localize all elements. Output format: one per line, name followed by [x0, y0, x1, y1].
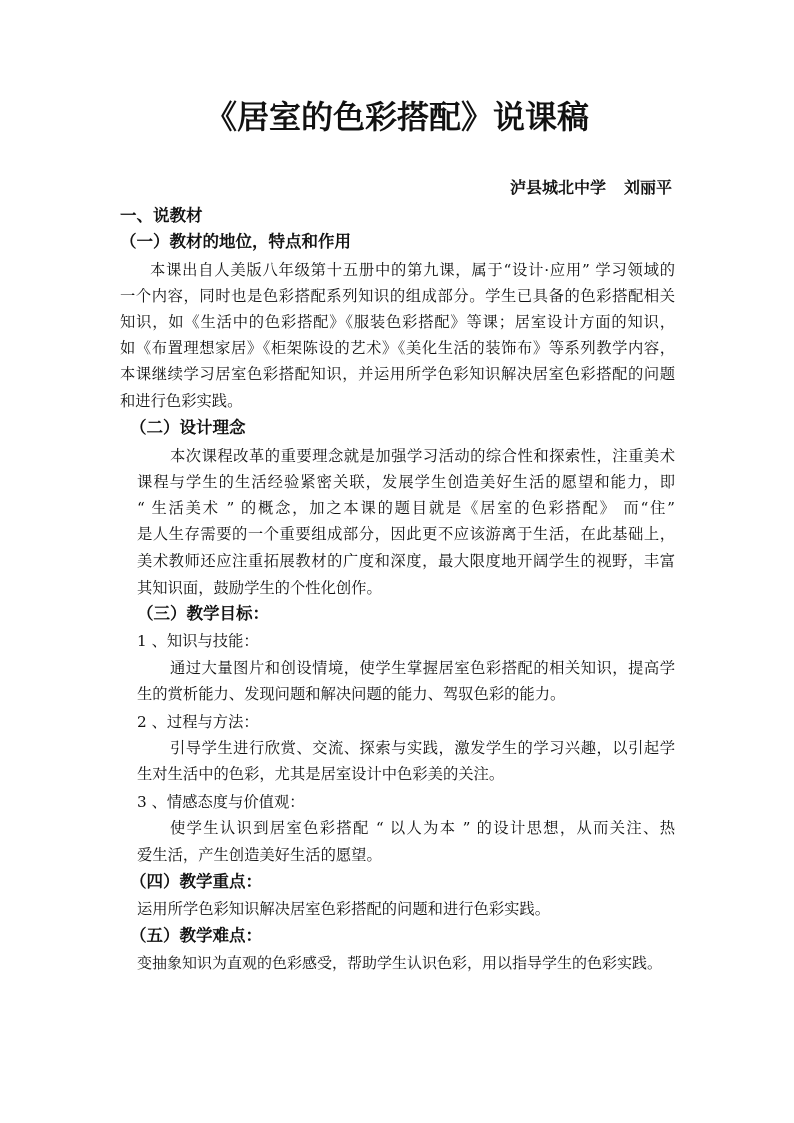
subheading-difficulties: （五）教学难点： — [130, 926, 262, 945]
paragraph-line: 其知识面，鼓励学生的个性化创作。 — [137, 579, 382, 597]
paragraph-line: 知识，如《生活中的色彩搭配》《服装色彩搭配》等课；居室设计方面的知识， — [120, 313, 675, 331]
goal-label-attitude: 3 、情感态度与价值观： — [137, 793, 305, 811]
document-title: 《居室的色彩搭配》说课稿 — [204, 98, 589, 136]
paragraph-line: 通过大量图片和创设情境，使学生掌握居室色彩搭配的相关知识，提高学 — [170, 659, 675, 677]
author-school: 泸县城北中学 — [509, 178, 606, 197]
paragraph-line: 使学生认识到居室色彩搭配 “ 以人为本 ” 的设计思想，从而关注、热 — [170, 819, 675, 837]
paragraph-line: 课程与学生的生活经验紧密关联，发展学生创造美好生活的愿望和能力，即 — [137, 473, 675, 491]
paragraph-line: 引导学生进行欣赏、交流、探索与实践，激发学生的学习兴趣，以引起学 — [170, 739, 675, 757]
paragraph-line: 本课出自人美版八年级第十五册中的第九课，属于“设计·应用” 学习领域的 — [150, 261, 675, 279]
goal-label-knowledge: 1 、知识与技能： — [137, 632, 259, 650]
paragraph-line: 本次课程改革的重要理念就是加强学习活动的综合性和探索性，注重美术 — [170, 447, 675, 465]
paragraph-line: 美术教师还应注重拓展教材的广度和深度，最大限度地开阔学生的视野，丰富 — [137, 552, 675, 570]
paragraph-line: 是人生存需要的一个重要组成部分，因此更不应该游离于生活，在此基础上， — [137, 525, 675, 543]
paragraph-line: 生对生活中的色彩，尤其是居室设计中色彩美的关注。 — [137, 765, 505, 783]
goal-label-process: 2 、过程与方法： — [137, 713, 259, 731]
paragraph-line: 如《布置理想家居》《柜架陈设的艺术》《美化生活的装饰布》等系列教学内容， — [120, 339, 675, 357]
paragraph-line: 爱生活，产生创造美好生活的愿望。 — [137, 846, 382, 864]
section-heading-textbook: 一、说教材 — [120, 206, 203, 225]
paragraph-line: 变抽象知识为直观的色彩感受，帮助学生认识色彩，用以指导学生的色彩实践。 — [137, 954, 663, 972]
author-name: 刘丽平 — [623, 178, 672, 197]
paragraph-line: 本课继续学习居室色彩搭配知识，并运用所学色彩知识解决居室色彩搭配的问题 — [120, 365, 675, 383]
paragraph-line: 一个内容，同时也是色彩搭配系列知识的组成部分。学生已具备的色彩搭配相关 — [120, 287, 675, 305]
subheading-key-points: （四）教学重点： — [130, 872, 262, 891]
paragraph-line: “ 生活美术 ” 的概念，加之本课的题目就是《居室的色彩搭配》 而“住” — [137, 499, 675, 517]
paragraph-line: 运用所学色彩知识解决居室色彩搭配的问题和进行色彩实践。 — [137, 900, 551, 918]
paragraph-line: 和进行色彩实践。 — [120, 392, 243, 410]
subheading-textbook-position: （一）教材的地位，特点和作用 — [120, 232, 351, 251]
subheading-teaching-goals: （三）教学目标： — [137, 604, 269, 623]
author-line — [510, 176, 672, 200]
subheading-design-concept: （二）设计理念 — [130, 418, 246, 437]
paragraph-line: 生的赏析能力、发现问题和解决问题的能力、驾驭色彩的能力。 — [137, 685, 566, 703]
